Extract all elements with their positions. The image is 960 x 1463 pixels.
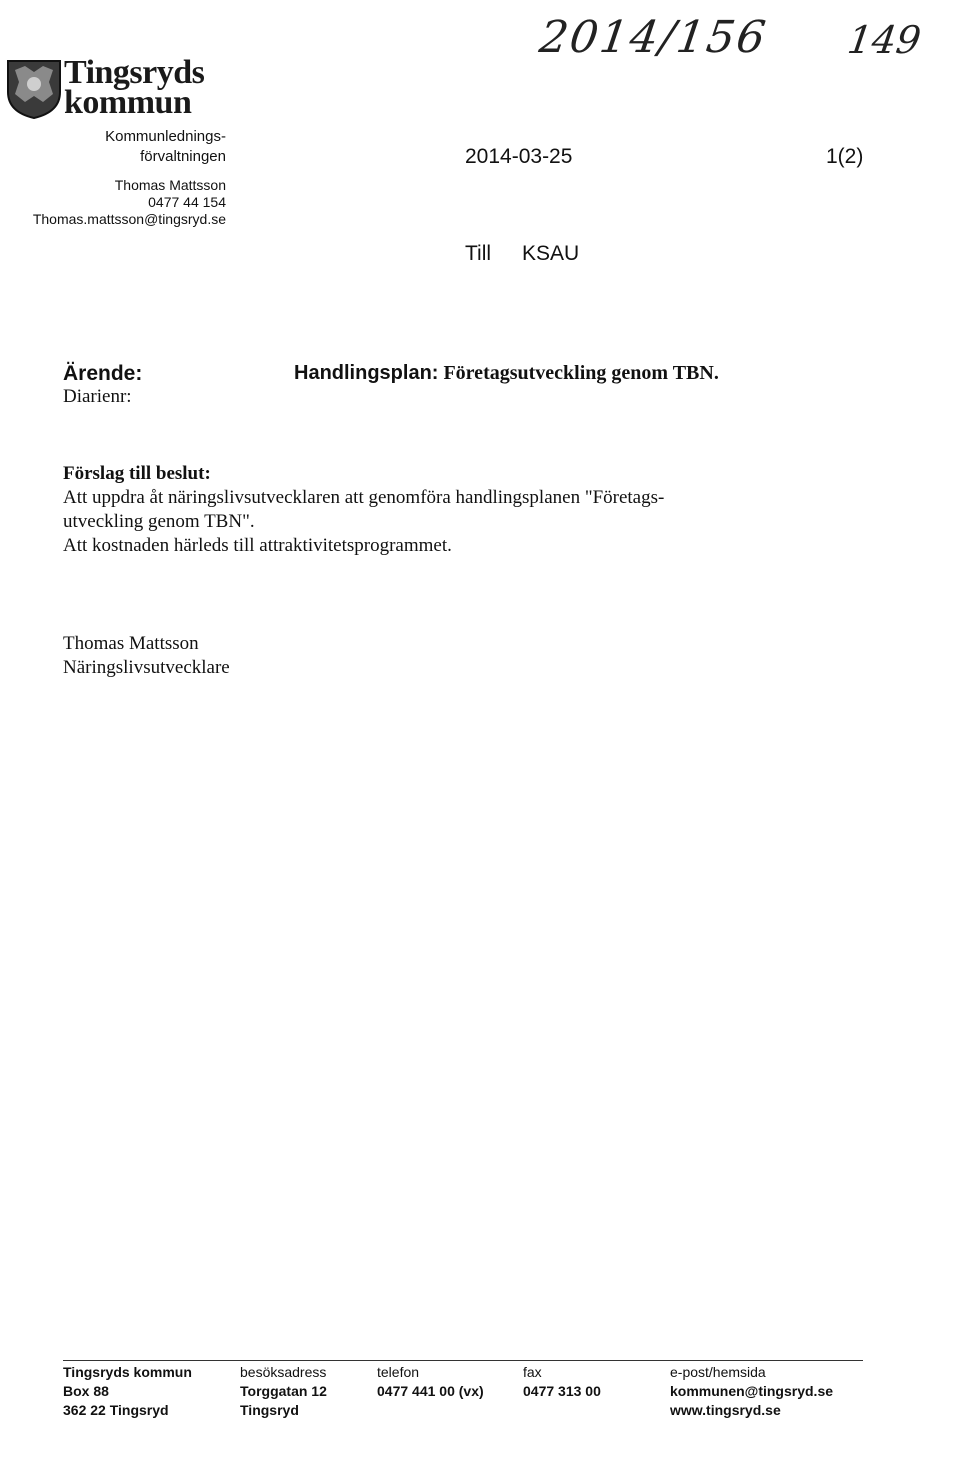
footer-organization xyxy=(63,1363,192,1420)
footer-org-name: Tingsryds kommun xyxy=(63,1364,192,1380)
diarienr-label: Diarienr: xyxy=(63,386,132,407)
footer-fax-number: 0477 313 00 xyxy=(523,1383,601,1399)
subject-text: Företagsutveckling genom TBN. xyxy=(443,362,719,384)
municipality-logo-text xyxy=(64,54,205,121)
department xyxy=(105,127,226,167)
handwritten-number: 149 xyxy=(844,18,924,62)
contact-email: Thomas.mattsson@tingsryd.se xyxy=(32,211,226,227)
contact-block xyxy=(33,177,226,228)
subject-prefix: Handlingsplan: xyxy=(294,362,439,384)
proposal-line-1: Att uppdra åt näringslivsutvecklaren att genomföra handlingsplanen "Företags- xyxy=(63,487,665,508)
footer-fax-label: fax xyxy=(523,1364,542,1380)
contact-name: Thomas Mattsson xyxy=(114,177,226,193)
footer-city: Tingsryd xyxy=(240,1402,299,1418)
footer-phone-label: telefon xyxy=(377,1364,420,1380)
proposal-heading: Förslag till beslut: xyxy=(63,463,211,484)
document-date: 2014-03-25 xyxy=(465,145,573,168)
department-line-2: förvaltningen xyxy=(140,148,226,165)
logo-line-1: Tingsryds xyxy=(64,54,205,91)
arende-label: Ärende: xyxy=(63,362,143,385)
footer-email[interactable]: kommunen@tingsryd.se xyxy=(670,1383,834,1399)
subject-line xyxy=(294,362,719,385)
footer-visiting-label: besöksadress xyxy=(240,1364,327,1380)
coat-of-arms-icon xyxy=(5,58,63,120)
footer-postbox: Box 88 xyxy=(63,1383,109,1399)
footer-visiting-address xyxy=(240,1363,327,1420)
logo-line-2: kommun xyxy=(64,84,192,121)
handwritten-reference: 2014/156 xyxy=(536,12,771,63)
footer-phone-number: 0477 441 00 (vx) xyxy=(377,1383,484,1399)
footer-postal-address: 362 22 Tingsryd xyxy=(63,1402,169,1418)
footer-phone xyxy=(377,1363,484,1401)
proposal-line-3: Att kostnaden härleds till attraktivitetsprogrammet. xyxy=(63,535,452,556)
footer-web xyxy=(670,1363,833,1420)
footer-web-label: e-post/hemsida xyxy=(670,1364,766,1380)
page-number: 1(2) xyxy=(826,145,864,168)
signature-title: Näringslivsutvecklare xyxy=(63,657,230,678)
department-line-1: Kommunlednings- xyxy=(105,128,226,145)
contact-phone: 0477 44 154 xyxy=(148,194,226,210)
footer-divider xyxy=(63,1360,863,1361)
signature-name: Thomas Mattsson xyxy=(63,633,199,654)
footer-website[interactable]: www.tingsryd.se xyxy=(670,1402,781,1418)
addressee-recipient: KSAU xyxy=(522,242,580,265)
footer-street: Torggatan 12 xyxy=(240,1383,327,1399)
addressee-label: Till xyxy=(465,242,492,265)
proposal-line-2: utveckling genom TBN". xyxy=(63,511,255,532)
signature-block xyxy=(63,632,230,680)
footer-fax xyxy=(523,1363,601,1401)
proposal-section xyxy=(63,462,783,558)
